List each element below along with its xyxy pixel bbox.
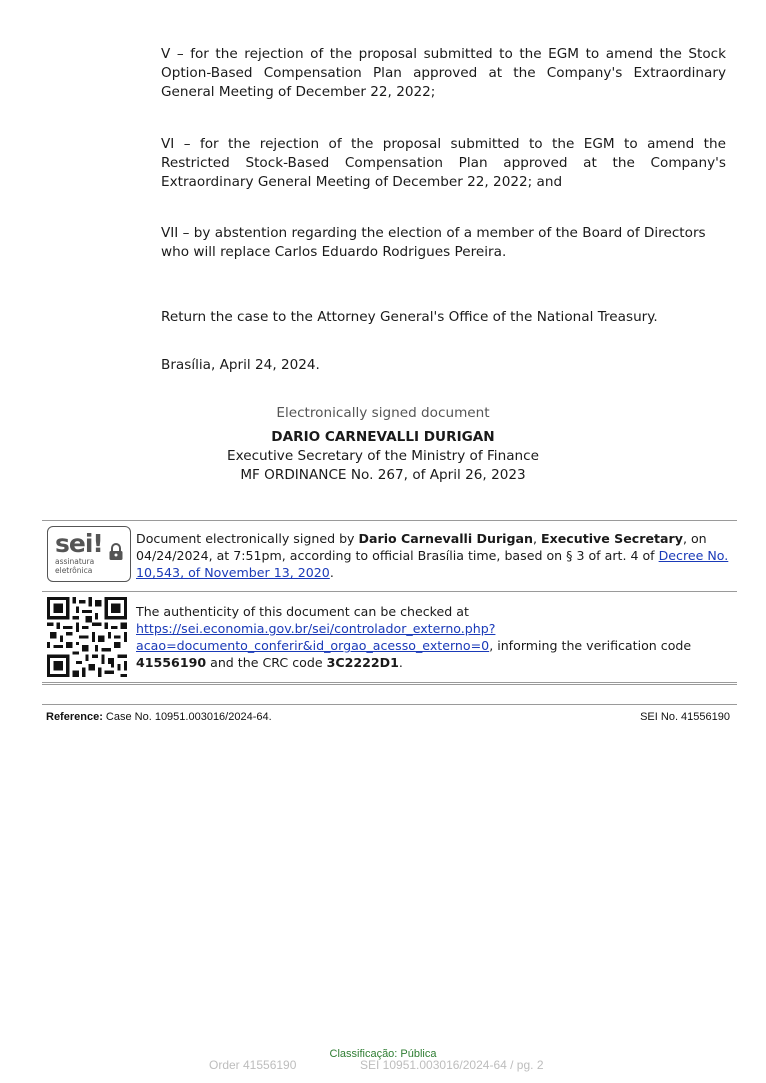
reference-case: Reference: Case No. 10951.003016/2024-64.	[46, 711, 272, 723]
esign-statement: Document electronically signed by Dario Carnevalli Durigan, Executive Secretary, on 04/24/2024, at 7:51pm, according to official Brasília time, based on § 3 of art. 4 of Decree No. 10,543, of November 13, 2020.	[136, 531, 729, 580]
reference-sei-number: SEI No. 41556190	[640, 711, 730, 723]
qr-code	[47, 597, 127, 677]
esign-signer: Dario Carnevalli Durigan	[358, 531, 533, 546]
box-middle-rule	[42, 591, 737, 592]
esign-role: Executive Secretary	[541, 531, 683, 546]
crc-code: 3C2222D1	[326, 655, 399, 670]
sei-brand-text: sei!	[55, 529, 103, 558]
signature-block	[0, 404, 766, 485]
signer-name: DARIO CARNEVALLI DURIGAN	[271, 429, 495, 445]
decree-link[interactable]: Decree No. 10,543, of November 13, 2020	[136, 548, 729, 580]
page-reference: SEI 10951.003016/2024-64 / pg. 2	[360, 1058, 544, 1072]
verification-code: 41556190	[136, 655, 207, 670]
paragraph-v: V – for the rejection of the proposal submitted to the EGM to amend the Stock Option-Based Compensation Plan approved at the Company's Extraordinary General Meeting of December 22, 2022;	[161, 46, 726, 100]
verification-link[interactable]: https://sei.economia.gov.br/sei/controlador_externo.php? acao=documento_conferir&id_orgao_acesso_externo=0	[136, 621, 496, 653]
signer-ordinance: MF ORDINANCE No. 267, of April 26, 2023	[240, 467, 526, 483]
box-bottom-rule	[42, 682, 737, 688]
paragraph-vii: VII – by abstention regarding the election of a member of the Board of Directors who will replace Carlos Eduardo Rodrigues Pereira.	[161, 225, 706, 260]
classification-label: Classificação: Pública	[329, 1048, 437, 1060]
sei-logo	[47, 526, 131, 582]
paragraph-vi: VI – for the rejection of the proposal submitted to the EGM to amend the Restricted Stock-Based Compensation Plan approved at the Company's Extraordinary General Meeting of December 22, 2022; and	[161, 136, 726, 190]
return-instruction: Return the case to the Attorney General's Office of the National Treasury.	[161, 309, 658, 325]
place-date: Brasília, April 24, 2024.	[161, 357, 320, 373]
authenticity-statement: The authenticity of this document can be checked at https://sei.economia.gov.br/sei/controlador_externo.php? acao=documento_conferir&id_orgao_acesso_externo=0, informing the verification code 41556190 and the CRC code 3C2222D1.	[136, 604, 692, 670]
reference-rule	[42, 704, 737, 705]
sei-brand-subtitle: assinatura eletrônica	[55, 557, 95, 575]
order-number: Order 41556190	[209, 1058, 297, 1072]
box-top-rule	[42, 520, 737, 521]
lock-icon	[108, 543, 124, 561]
signature-note: Electronically signed document	[276, 405, 490, 421]
signer-title: Executive Secretary of the Ministry of Finance	[227, 448, 539, 464]
